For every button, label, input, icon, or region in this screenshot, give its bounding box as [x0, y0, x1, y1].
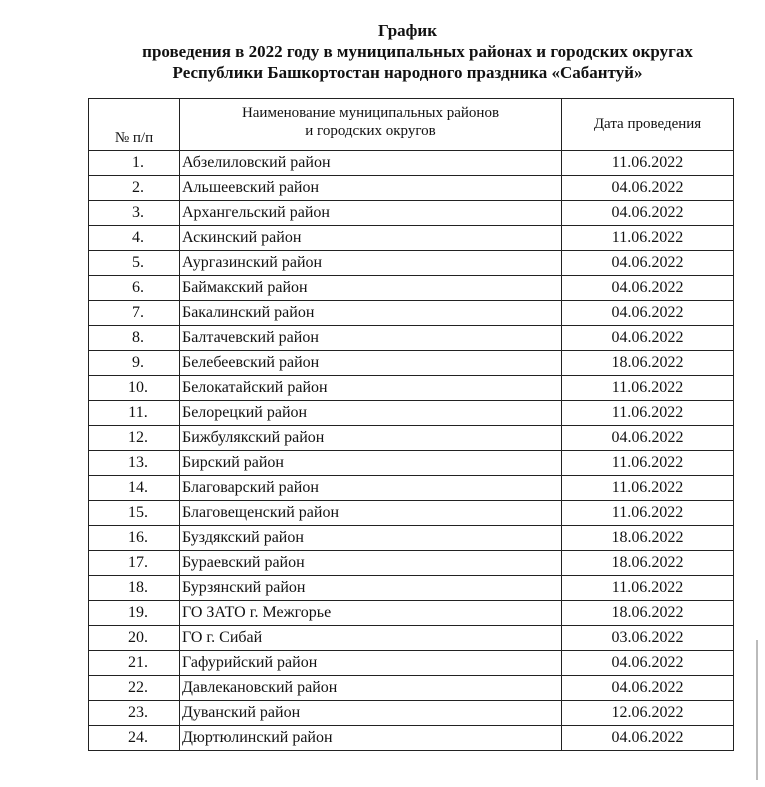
row-date: 18.06.2022 — [562, 551, 734, 576]
row-date: 04.06.2022 — [562, 676, 734, 701]
row-date: 11.06.2022 — [562, 501, 734, 526]
table-body — [89, 151, 734, 751]
row-district-name: Абзелиловский район — [180, 151, 562, 176]
row-district-name: Балтачевский район — [180, 326, 562, 351]
row-number: 23. — [89, 701, 180, 726]
row-district-name: Аургазинский район — [180, 251, 562, 276]
row-date: 11.06.2022 — [562, 226, 734, 251]
table-row — [89, 601, 734, 626]
row-number: 6. — [89, 276, 180, 301]
row-district-name: Бурзянский район — [180, 576, 562, 601]
row-date: 04.06.2022 — [562, 726, 734, 751]
row-date: 04.06.2022 — [562, 201, 734, 226]
header-name-line-2: и городских округов — [305, 123, 436, 139]
row-date: 11.06.2022 — [562, 476, 734, 501]
table-row — [89, 326, 734, 351]
row-number: 10. — [89, 376, 180, 401]
row-date: 11.06.2022 — [562, 376, 734, 401]
row-date: 18.06.2022 — [562, 351, 734, 376]
row-district-name: Дуванский район — [180, 701, 562, 726]
row-district-name: ГО г. Сибай — [180, 626, 562, 651]
row-number: 13. — [89, 451, 180, 476]
row-number: 11. — [89, 401, 180, 426]
row-number: 3. — [89, 201, 180, 226]
row-date: 18.06.2022 — [562, 601, 734, 626]
table-row — [89, 276, 734, 301]
row-date: 18.06.2022 — [562, 526, 734, 551]
table-row — [89, 651, 734, 676]
table-row — [89, 201, 734, 226]
table-header-row — [89, 99, 734, 151]
table-row — [89, 251, 734, 276]
table-row — [89, 426, 734, 451]
row-number: 14. — [89, 476, 180, 501]
table-row — [89, 551, 734, 576]
row-number: 21. — [89, 651, 180, 676]
row-number: 12. — [89, 426, 180, 451]
table-row — [89, 226, 734, 251]
row-number: 15. — [89, 501, 180, 526]
row-district-name: Благоварский район — [180, 476, 562, 501]
row-date: 11.06.2022 — [562, 451, 734, 476]
row-district-name: Благовещенский район — [180, 501, 562, 526]
row-date: 04.06.2022 — [562, 301, 734, 326]
row-district-name: Гафурийский район — [180, 651, 562, 676]
document-title — [0, 20, 765, 83]
schedule-table — [88, 98, 734, 751]
row-district-name: Буздякский район — [180, 526, 562, 551]
table-row — [89, 476, 734, 501]
row-number: 20. — [89, 626, 180, 651]
table-row — [89, 576, 734, 601]
header-name — [180, 99, 562, 151]
table-row — [89, 301, 734, 326]
table-row — [89, 451, 734, 476]
title-line-1: График — [377, 21, 438, 40]
row-date: 04.06.2022 — [562, 176, 734, 201]
title-line-3: Республики Башкортостан народного праздника «Сабантуй» — [172, 63, 643, 82]
row-number: 19. — [89, 601, 180, 626]
table-row — [89, 376, 734, 401]
row-date: 04.06.2022 — [562, 276, 734, 301]
table-row — [89, 401, 734, 426]
row-number: 7. — [89, 301, 180, 326]
row-district-name: Бураевский район — [180, 551, 562, 576]
table-row — [89, 726, 734, 751]
table-row — [89, 676, 734, 701]
row-number: 1. — [89, 151, 180, 176]
table-row — [89, 351, 734, 376]
header-name-line-1: Наименование муниципальных районов — [241, 105, 500, 121]
row-date: 04.06.2022 — [562, 426, 734, 451]
row-date: 11.06.2022 — [562, 576, 734, 601]
row-number: 5. — [89, 251, 180, 276]
row-district-name: Бижбулякский район — [180, 426, 562, 451]
header-date: Дата проведения — [562, 99, 734, 151]
row-date: 04.06.2022 — [562, 251, 734, 276]
table-row — [89, 151, 734, 176]
row-district-name: ГО ЗАТО г. Межгорье — [180, 601, 562, 626]
row-district-name: Бакалинский район — [180, 301, 562, 326]
row-number: 9. — [89, 351, 180, 376]
row-district-name: Дюртюлинский район — [180, 726, 562, 751]
row-district-name: Аскинский район — [180, 226, 562, 251]
row-number: 4. — [89, 226, 180, 251]
row-district-name: Давлекановский район — [180, 676, 562, 701]
title-line-2: проведения в 2022 году в муниципальных районах и городских округах — [142, 42, 693, 61]
header-number: № п/п — [89, 99, 180, 151]
row-date: 11.06.2022 — [562, 151, 734, 176]
row-number: 2. — [89, 176, 180, 201]
row-district-name: Белокатайский район — [180, 376, 562, 401]
scan-edge-mark — [756, 640, 758, 780]
row-number: 8. — [89, 326, 180, 351]
row-number: 18. — [89, 576, 180, 601]
row-district-name: Архангельский район — [180, 201, 562, 226]
row-date: 03.06.2022 — [562, 626, 734, 651]
table-row — [89, 176, 734, 201]
row-district-name: Белебеевский район — [180, 351, 562, 376]
row-date: 11.06.2022 — [562, 401, 734, 426]
row-number: 24. — [89, 726, 180, 751]
table-row — [89, 501, 734, 526]
table-row — [89, 626, 734, 651]
row-district-name: Белорецкий район — [180, 401, 562, 426]
row-date: 04.06.2022 — [562, 326, 734, 351]
row-date: 04.06.2022 — [562, 651, 734, 676]
row-district-name: Бирский район — [180, 451, 562, 476]
row-date: 12.06.2022 — [562, 701, 734, 726]
row-number: 17. — [89, 551, 180, 576]
row-district-name: Баймакский район — [180, 276, 562, 301]
table-row — [89, 701, 734, 726]
table-row — [89, 526, 734, 551]
row-district-name: Альшеевский район — [180, 176, 562, 201]
row-number: 16. — [89, 526, 180, 551]
row-number: 22. — [89, 676, 180, 701]
